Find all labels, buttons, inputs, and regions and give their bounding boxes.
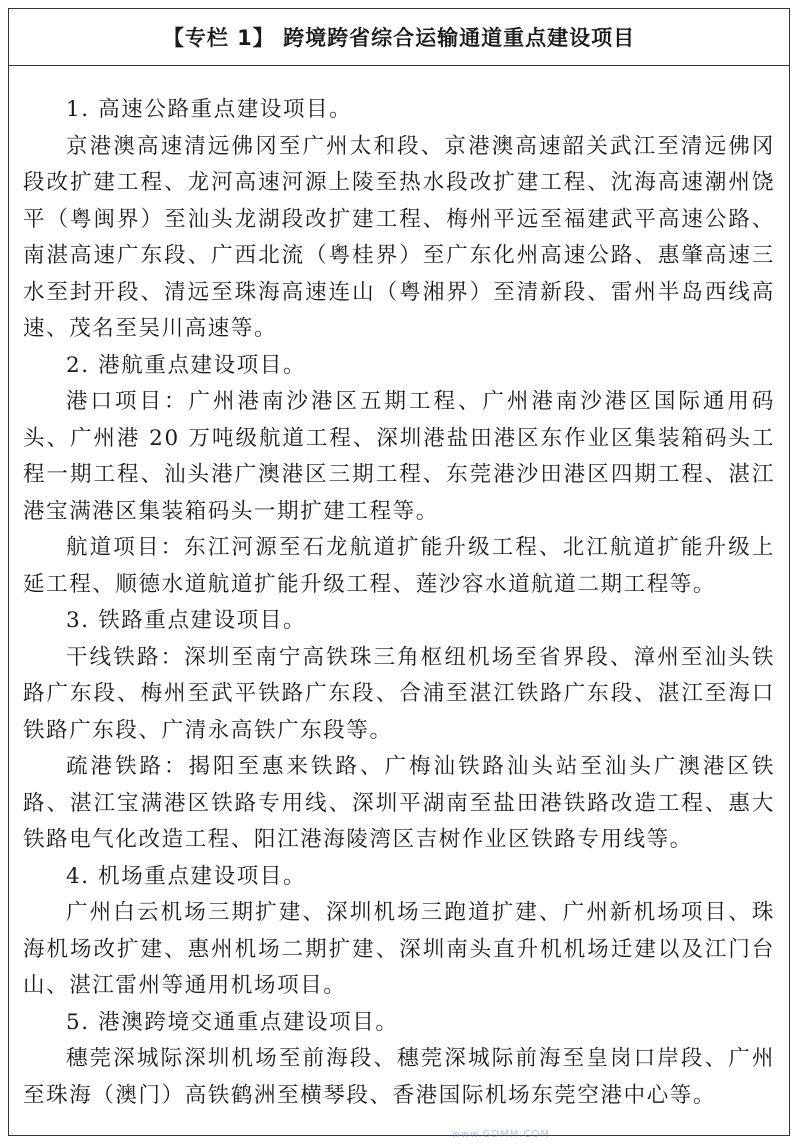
section-heading-airport: 4. 机场重点建设项目。: [66, 863, 307, 889]
column-content: [9, 66, 789, 1114]
port-railway-projects: 疏港铁路：揭阳至惠来铁路、广梅汕铁路汕头站至汕头广澳港区铁路、湛江宝满港区铁路专用线、深圳平湖南至盐田港铁路改造工程、惠大铁路电气化改造工程、阳江港海陵湾区吉树作业区铁路专用线等。: [23, 754, 775, 852]
airport-projects: 广州白云机场三期扩建、深圳机场三跑道扩建、广州新机场项目、珠海机场改扩建、惠州机场二期扩建、深圳南头直升机机场迁建以及江门台山、湛江雷州等通用机场项目。: [23, 900, 775, 998]
column-title: 【专栏 1】 跨境跨省综合运输通道重点建设项目: [9, 9, 789, 66]
trunk-railway-projects: 干线铁路：深圳至南宁高铁珠三角枢纽机场至省界段、漳州至汕头铁路广东段、梅州至武平铁路广东段、合浦至湛江铁路广东段、湛江至海口铁路广东段、广清永高铁广东段等。: [23, 644, 775, 743]
section-heading-railway: 3. 铁路重点建设项目。: [66, 608, 307, 633]
waterway-projects: 航道项目：东江河源至石龙航道扩能升级工程、北江航道扩能升级上延工程、顺德水道航道扩能升级工程、莲沙容水道航道二期工程等。: [23, 535, 775, 597]
watermark: www.GDMM.COM: [451, 1129, 550, 1140]
hk-macao-projects: 穗莞深城际深圳机场至前海段、穗莞深城际前海至皇岗口岸段、广州至珠海（澳门）高铁鹤洲至横琴段、香港国际机场东莞空港中心等。: [23, 1046, 775, 1108]
highway-projects: 京港澳高速清远佛冈至广州太和段、京港澳高速韶关武江至清远佛冈段改扩建工程、龙河高速河源上陵至热水段改扩建工程、沈海高速潮州饶平（粤闽界）至汕头龙湖段改扩建工程、梅州平远至福建武平高速公路、南湛高速广东段、广西北流（粤桂界）至广东化州高速公路、惠肇高速三水至封开段、清远至珠海高速连山（粤湘界）至清新段、雷州半岛西线高速、茂名至吴川高速等。: [23, 133, 775, 341]
section-heading-port: 2. 港航重点建设项目。: [66, 352, 307, 378]
section-heading-hk-macao: 5. 港澳跨境交通重点建设项目。: [66, 1009, 399, 1035]
port-projects: 港口项目：广州港南沙港区五期工程、广州港南沙港区国际通用码头、广州港 20 万吨级航道工程、深圳港盐田港区东作业区集装箱码头工程一期工程、汕头港广澳港区三期工程、东莞港沙田港区四期工程、湛江港宝满港区集装箱码头一期扩建工程等。: [23, 389, 775, 524]
section-heading-highway: 1. 高速公路重点建设项目。: [66, 97, 353, 122]
column-box: [8, 8, 790, 1136]
